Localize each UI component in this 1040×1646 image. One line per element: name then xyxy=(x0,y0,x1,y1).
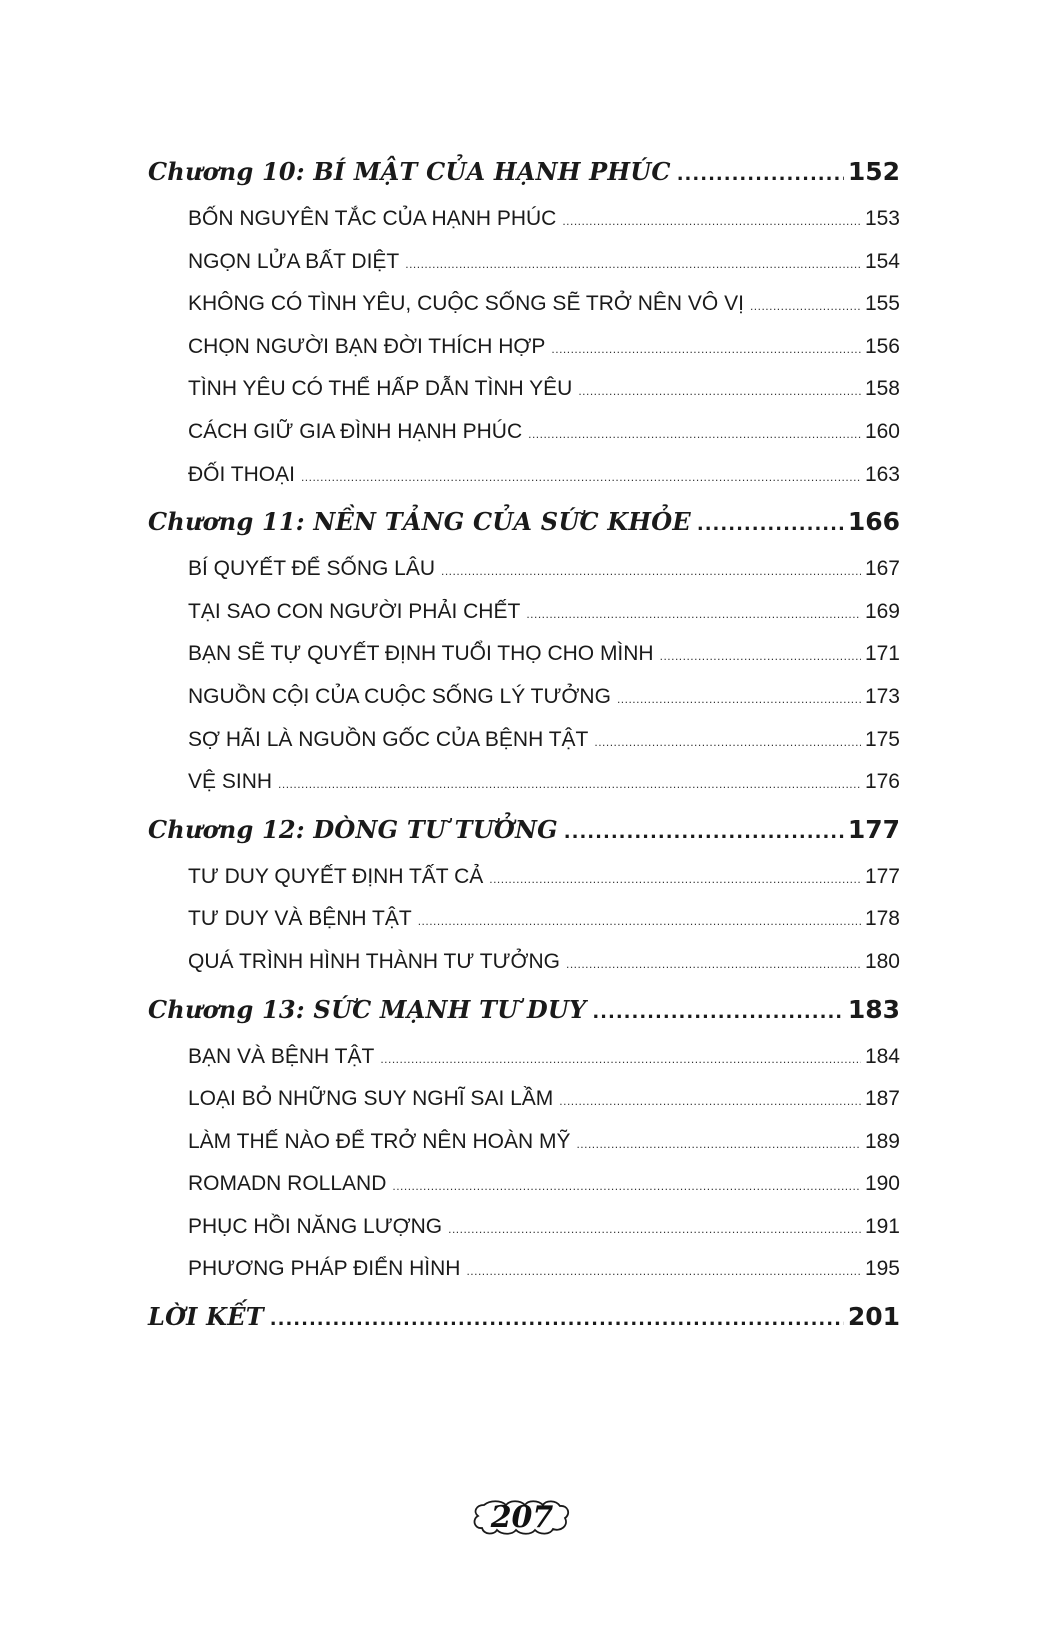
toc-entry[interactable] xyxy=(148,241,900,284)
toc-chapter[interactable] xyxy=(148,1291,900,1343)
entry-page-number: 189 xyxy=(864,1129,900,1153)
toc-entry[interactable] xyxy=(148,1078,900,1121)
page-number: 207 xyxy=(490,1500,554,1535)
entry-page-number: 173 xyxy=(864,684,900,708)
toc-entry[interactable] xyxy=(148,719,900,762)
dot-leader xyxy=(418,900,861,943)
toc-entry[interactable] xyxy=(148,1036,900,1079)
chapter-page-number: 183 xyxy=(847,994,900,1024)
entry-title: ĐỐI THOẠI xyxy=(188,462,295,486)
entry-page-number: 176 xyxy=(864,770,900,794)
dot-leader xyxy=(448,1208,861,1251)
chapter-page-number: 201 xyxy=(847,1302,900,1332)
entry-page-number: 175 xyxy=(864,727,900,751)
toc-entry[interactable] xyxy=(148,591,900,634)
entry-page-number: 163 xyxy=(864,462,900,486)
toc-entry[interactable] xyxy=(148,368,900,411)
entry-title: BÍ QUYẾT ĐỂ SỐNG LÂU xyxy=(188,557,436,581)
entry-title: VỆ SINH xyxy=(188,770,273,794)
dot-leader xyxy=(441,550,861,593)
entry-page-number: 178 xyxy=(864,907,900,931)
entry-page-number: 158 xyxy=(864,377,900,401)
dot-leader xyxy=(617,678,861,721)
chapter-title: Chương 13: SỨC MẠNH TƯ DUY xyxy=(148,994,587,1024)
entry-title: SỢ HÃI LÀ NGUỒN GỐC CỦA BỆNH TẬT xyxy=(188,727,589,751)
chapter-page-number: 177 xyxy=(847,814,900,844)
chapter-title: Chương 11: NỀN TẢNG CỦA SỨC KHỎE xyxy=(148,507,691,537)
entry-title: CHỌN NGƯỜI BẠN ĐỜI THÍCH HỢP xyxy=(188,334,546,358)
toc-entry[interactable] xyxy=(148,454,900,497)
toc-entry[interactable] xyxy=(148,1163,900,1206)
entry-page-number: 177 xyxy=(864,864,900,888)
toc-entry[interactable] xyxy=(148,761,900,804)
toc-chapter[interactable] xyxy=(148,496,900,548)
dot-leader xyxy=(301,456,861,499)
toc-entry[interactable] xyxy=(148,548,900,591)
entry-page-number: 169 xyxy=(864,599,900,623)
toc-entry[interactable] xyxy=(148,1248,900,1291)
entry-page-number: 191 xyxy=(864,1214,900,1238)
dot-leader xyxy=(566,943,861,986)
entry-title: BỐN NGUYÊN TẮC CỦA HẠNH PHÚC xyxy=(188,207,557,230)
entry-page-number: 155 xyxy=(864,292,900,316)
dot-leader xyxy=(466,1250,861,1293)
chapter-page-number: 166 xyxy=(847,507,900,537)
dot-leader xyxy=(380,1038,861,1081)
entry-page-number: 153 xyxy=(864,207,900,230)
table-of-contents xyxy=(148,146,900,1343)
dot-leader xyxy=(392,1165,861,1208)
dot-leader xyxy=(677,149,844,201)
entry-title: LOẠI BỎ NHỮNG SUY NGHĨ SAI LẦM xyxy=(188,1087,554,1111)
entry-title: PHƯƠNG PHÁP ĐIỂN HÌNH xyxy=(188,1257,461,1281)
toc-chapter[interactable] xyxy=(148,984,900,1036)
toc-entry[interactable] xyxy=(148,676,900,719)
entry-title: NGỌN LỬA BẤT DIỆT xyxy=(188,249,400,273)
entry-page-number: 154 xyxy=(864,249,900,273)
dot-leader xyxy=(559,1080,861,1123)
chapter-title: LỜI KẾT xyxy=(148,1302,264,1332)
dot-leader xyxy=(278,763,861,806)
toc-entry[interactable] xyxy=(148,898,900,941)
entry-title: BẠN VÀ BỆNH TẬT xyxy=(188,1044,375,1068)
entry-page-number: 195 xyxy=(864,1257,900,1281)
dot-leader xyxy=(576,1123,861,1166)
toc-chapter[interactable] xyxy=(148,146,900,198)
entry-title: TƯ DUY VÀ BỆNH TẬT xyxy=(188,907,412,931)
entry-title: QUÁ TRÌNH HÌNH THÀNH TƯ TƯỞNG xyxy=(188,949,561,973)
entry-title: NGUỒN CỘI CỦA CUỘC SỐNG LÝ TƯỞNG xyxy=(188,684,611,708)
dot-leader xyxy=(697,499,844,551)
toc-entry[interactable] xyxy=(148,856,900,899)
dot-leader xyxy=(578,370,861,413)
dot-leader xyxy=(594,721,861,764)
entry-page-number: 180 xyxy=(864,949,900,973)
entry-title: LÀM THẾ NÀO ĐỂ TRỞ NÊN HOÀN MỸ xyxy=(188,1129,571,1153)
dot-leader xyxy=(270,1294,844,1346)
entry-title: KHÔNG CÓ TÌNH YÊU, CUỘC SỐNG SẼ TRỞ NÊN VÔ VỊ xyxy=(188,292,744,316)
dot-leader xyxy=(405,243,861,286)
entry-title: TÌNH YÊU CÓ THỂ HẤP DẪN TÌNH YÊU xyxy=(188,377,573,401)
entry-page-number: 171 xyxy=(864,642,900,666)
dot-leader xyxy=(562,200,861,243)
toc-entry[interactable] xyxy=(148,1206,900,1249)
chapter-title: Chương 10: BÍ MẬT CỦA HẠNH PHÚC xyxy=(148,157,671,186)
toc-entry[interactable] xyxy=(148,283,900,326)
entry-title: CÁCH GIỮ GIA ĐÌNH HẠNH PHÚC xyxy=(188,419,523,443)
toc-entry[interactable] xyxy=(148,633,900,676)
entry-page-number: 167 xyxy=(864,557,900,581)
toc-entry[interactable] xyxy=(148,941,900,984)
page-footer xyxy=(470,1496,574,1540)
toc-entry[interactable] xyxy=(148,326,900,369)
entry-title: BẠN SẼ TỰ QUYẾT ĐỊNH TUỔI THỌ CHO MÌNH xyxy=(188,642,654,666)
dot-leader xyxy=(592,987,844,1039)
entry-title: TẠI SAO CON NGƯỜI PHẢI CHẾT xyxy=(188,599,521,623)
dot-leader xyxy=(528,413,861,456)
dot-leader xyxy=(489,858,861,901)
toc-entry[interactable] xyxy=(148,198,900,241)
dot-leader xyxy=(551,328,861,371)
chapter-page-number: 152 xyxy=(847,157,900,186)
entry-title: PHỤC HỒI NĂNG LƯỢNG xyxy=(188,1214,443,1238)
chapter-title: Chương 12: DÒNG TƯ TƯỞNG xyxy=(148,814,558,844)
toc-entry[interactable] xyxy=(148,411,900,454)
entry-page-number: 160 xyxy=(864,419,900,443)
dot-leader xyxy=(660,635,861,678)
dot-leader xyxy=(526,593,861,636)
entry-page-number: 187 xyxy=(864,1087,900,1111)
entry-page-number: 156 xyxy=(864,334,900,358)
toc-chapter[interactable] xyxy=(148,804,900,856)
dot-leader xyxy=(564,807,844,859)
toc-entry[interactable] xyxy=(148,1121,900,1164)
dot-leader xyxy=(750,285,861,328)
entry-title: ROMADN ROLLAND xyxy=(188,1172,387,1196)
entry-page-number: 184 xyxy=(864,1044,900,1068)
entry-title: TƯ DUY QUYẾT ĐỊNH TẤT CẢ xyxy=(188,864,484,888)
entry-page-number: 190 xyxy=(864,1172,900,1196)
